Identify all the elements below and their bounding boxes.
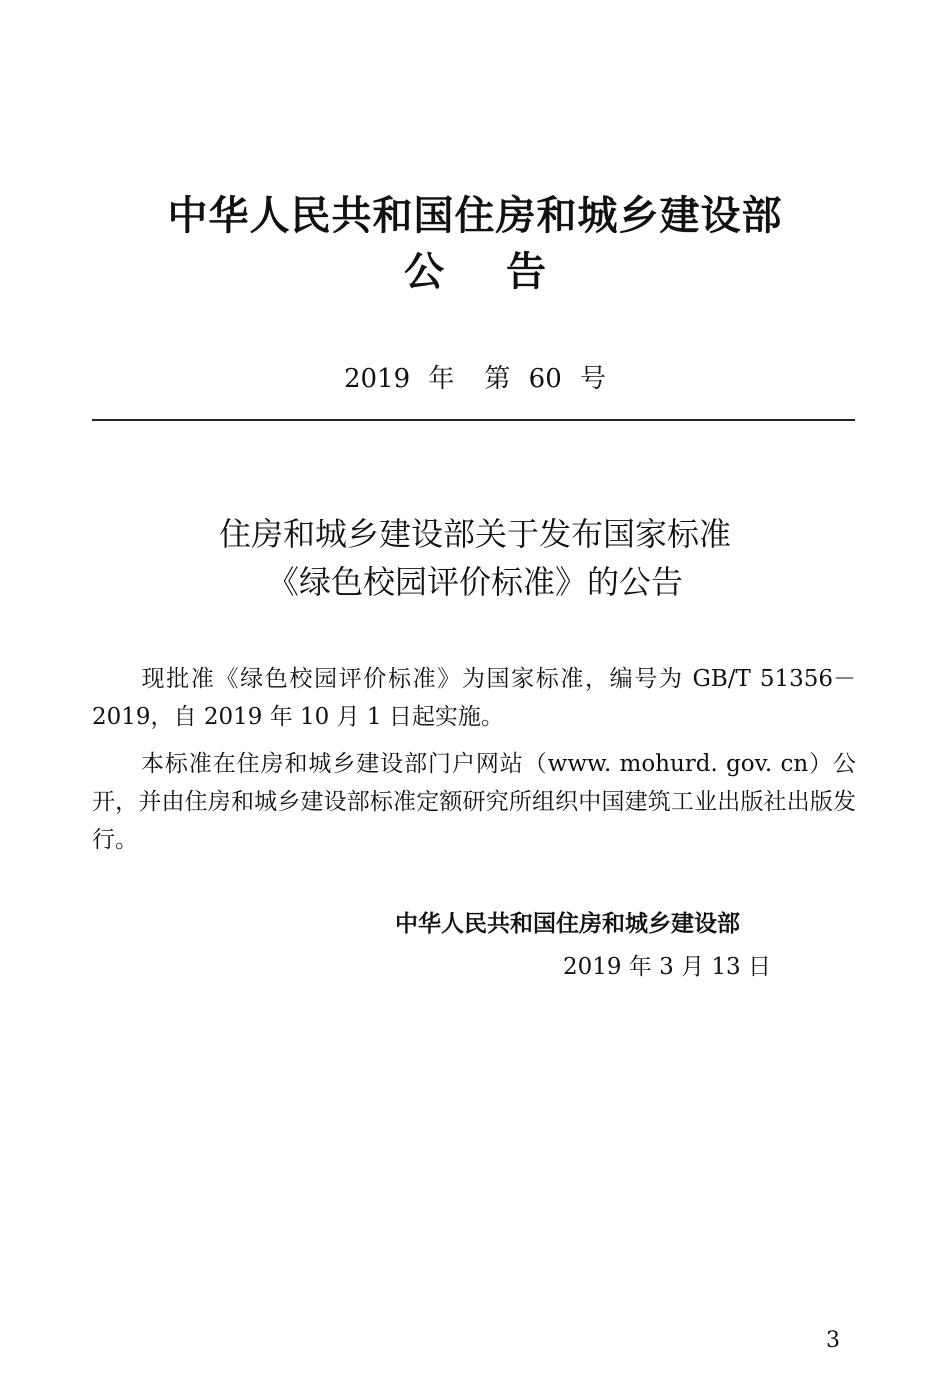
body-paragraph-1-text: 现批准《绿色校园评价标准》为国家标准，编号为 GB/T 51356－2019，自 2019 年 10 月 1 日起实施。 — [92, 666, 856, 730]
signature-date: 2019 年 3 月 13 日 — [563, 954, 771, 980]
issue-serial: 第 60 号 — [484, 364, 607, 394]
body-paragraph-2 — [92, 745, 856, 859]
ministry-title: 中华人民共和国住房和城乡建设部 — [167, 193, 783, 239]
document-heading-line1: 住房和城乡建设部关于发布国家标准 — [218, 515, 731, 553]
issue-number — [0, 361, 950, 397]
body-paragraph-1 — [92, 660, 856, 736]
page-number: 3 — [826, 1328, 840, 1353]
issue-year: 2019 年 — [343, 364, 455, 394]
document-heading — [0, 510, 950, 606]
header-divider — [92, 419, 855, 421]
document-heading-line2: 《绿色校园评价标准》的公告 — [266, 563, 683, 601]
notice-title: 公告 — [404, 249, 608, 295]
body-paragraph-2-text: 本标准在住房和城乡建设部门户网站（www. mohurd. gov. cn）公开，并由住房和城乡建设部标准定额研究所组织中国建筑工业出版社出版发行。 — [92, 751, 856, 853]
issuer-signature: 中华人民共和国住房和城乡建设部 — [395, 911, 740, 937]
